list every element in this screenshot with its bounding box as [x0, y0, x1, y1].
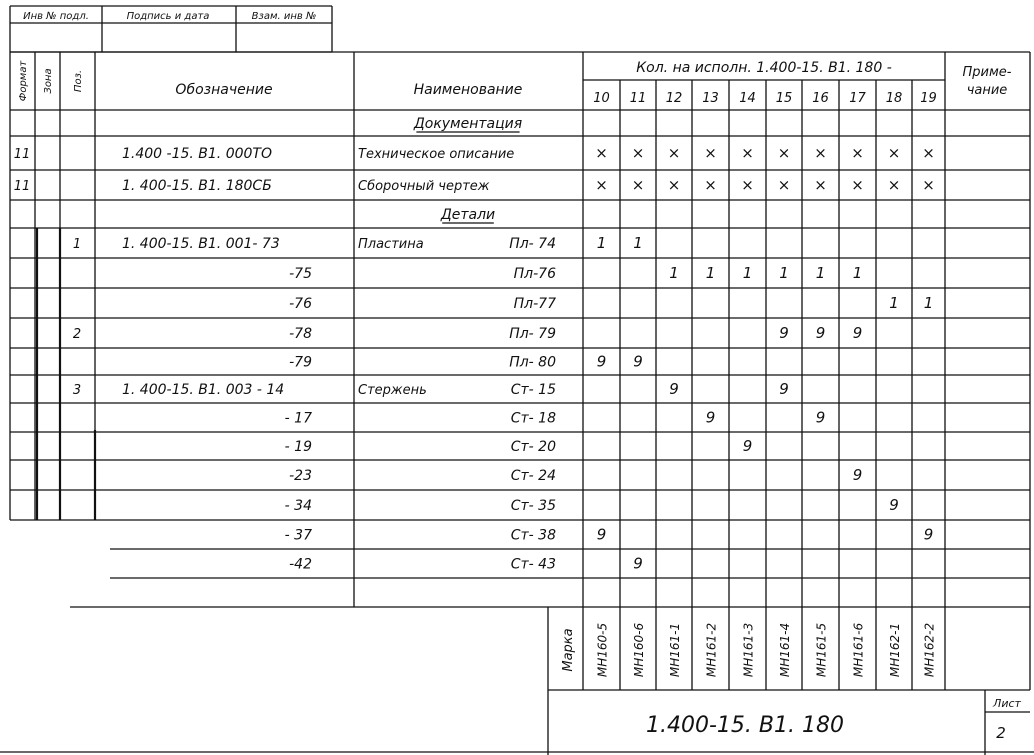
header-oboznachenie: Обозначение [175, 82, 273, 98]
cell-quantity: 9 [852, 466, 863, 484]
cell-quantity: × [704, 176, 717, 194]
table-body [14, 116, 935, 573]
cell-quantity: 9 [923, 525, 934, 544]
table-row [289, 294, 933, 312]
table-row [440, 207, 495, 223]
header-primechanie-1: Приме- [962, 65, 1012, 80]
cell-quantity: 9 [889, 496, 899, 514]
table-row [285, 526, 934, 544]
cell-oboznachenie: -79 [289, 354, 312, 371]
cell-quantity: × [922, 144, 935, 162]
cell-quantity: 9 [633, 352, 643, 371]
header-kol-title: Кол. на исполн. 1.400-15. В1. 180 - [636, 60, 892, 76]
cell-part-code: Ст- 38 [510, 527, 556, 544]
cell-oboznachenie: - 19 [284, 439, 312, 455]
table-row [289, 264, 862, 282]
cell-oboznachenie: - 34 [284, 498, 312, 514]
cell-quantity: 1 [633, 234, 643, 252]
marka-label: Марка [561, 628, 576, 672]
cell-part-code: Ст- 43 [510, 556, 556, 573]
title-block [646, 697, 1022, 742]
cell-part-code: Ст- 18 [510, 410, 556, 427]
marka-value: МН161-1 [668, 622, 682, 678]
cell-quantity: 9 [852, 324, 863, 342]
marka-value: МН161-6 [851, 622, 866, 678]
cell-part-code: Ст- 24 [510, 468, 556, 484]
cell-quantity: × [631, 144, 645, 162]
marka-value: МН162-1 [888, 622, 902, 678]
execution-header: 19 [920, 91, 937, 106]
cell-quantity: 9 [633, 554, 643, 573]
cell-oboznachenie: -23 [289, 468, 312, 484]
cell-part-code: Пл- 80 [509, 354, 556, 371]
execution-header: 12 [665, 91, 683, 106]
cell-quantity: × [922, 176, 935, 194]
cell-format: 11 [13, 179, 31, 194]
cell-poz: 3 [72, 383, 82, 398]
table-row [285, 437, 753, 455]
cell-part-code: Пл-77 [513, 296, 556, 312]
marka-value: МН160-5 [595, 622, 610, 678]
marka-value: МН161-4 [778, 622, 792, 678]
cell-naimenovanie: Стержень [358, 383, 427, 398]
marka-value: МН161-2 [704, 622, 719, 678]
cell-quantity: × [777, 144, 791, 162]
cell-part-code: Ст- 15 [510, 382, 556, 398]
stamp-vzam-inv: Взам. инв № [251, 11, 317, 22]
cell-quantity: × [851, 144, 864, 162]
document-designation: 1.400-15. В1. 180 [646, 713, 844, 738]
section-heading: Документация [413, 116, 523, 132]
cell-oboznachenie: -76 [289, 296, 312, 312]
cell-quantity: × [777, 176, 791, 194]
header-primechanie-2: чание [966, 83, 1008, 98]
cell-part-code: Ст- 35 [510, 498, 556, 514]
header-naimenovanie: Наименование [413, 82, 523, 98]
marka-value: МН161-5 [814, 622, 829, 678]
cell-format: 11 [13, 147, 31, 162]
cell-naimenovanie: Техническое описание [358, 147, 515, 162]
cell-quantity: 9 [742, 437, 753, 455]
cell-quantity: 9 [669, 380, 679, 398]
table-row [73, 324, 862, 342]
header-format: Формат [18, 60, 29, 102]
cell-quantity: × [631, 176, 645, 194]
cell-quantity: 1 [742, 264, 753, 282]
cell-quantity: 1 [852, 264, 863, 282]
cell-quantity: 9 [815, 408, 826, 427]
table-row [413, 116, 522, 132]
table-row [289, 555, 643, 573]
header-poz: Поз. [73, 69, 84, 93]
execution-header: 14 [739, 91, 756, 106]
cell-part-code: Пл- 79 [509, 326, 556, 342]
table-row [285, 496, 899, 514]
stamp-block [10, 6, 332, 52]
marka-value: МН162-2 [922, 622, 937, 678]
cell-quantity: 1 [779, 264, 789, 282]
cell-quantity: 1 [669, 264, 679, 282]
cell-quantity: 9 [815, 324, 826, 342]
cell-poz: 2 [72, 327, 82, 342]
cell-part-code: Пл- 74 [509, 236, 556, 252]
cell-quantity: 1 [889, 294, 899, 312]
cell-quantity: 9 [779, 324, 789, 342]
cell-quantity: × [667, 176, 681, 194]
table-row [73, 380, 789, 398]
cell-quantity: × [595, 176, 608, 194]
cell-quantity: 1 [705, 264, 716, 282]
marka-block [561, 623, 937, 678]
cell-quantity: × [741, 176, 754, 194]
cell-oboznachenie: -78 [289, 326, 312, 342]
cell-oboznachenie: 1. 400-15. В1. 001- 73 [122, 236, 280, 252]
cell-oboznachenie: - 17 [284, 410, 312, 427]
cell-naimenovanie: Сборочный чертеж [358, 179, 490, 194]
cell-quantity: 1 [596, 234, 607, 252]
list-label: Лист [993, 697, 1021, 710]
cell-oboznachenie: -75 [289, 266, 312, 282]
table-row [73, 234, 643, 252]
cell-quantity: 9 [596, 525, 607, 544]
table-row [285, 409, 826, 427]
cell-quantity: × [887, 176, 901, 194]
marka-value: МН160-6 [632, 622, 646, 678]
list-number: 2 [996, 724, 1006, 742]
table-row [14, 176, 935, 194]
header-zona: Зона [43, 68, 54, 94]
execution-header: 11 [629, 91, 647, 106]
cell-quantity: × [887, 144, 901, 162]
cell-oboznachenie: - 37 [284, 527, 312, 544]
table-row [289, 353, 643, 371]
execution-header: 18 [885, 91, 903, 106]
cell-poz: 1 [72, 237, 82, 252]
execution-header: 17 [849, 91, 866, 106]
marka-value: МН161-3 [741, 622, 756, 678]
table-header [18, 60, 1012, 106]
execution-header: 10 [593, 91, 610, 106]
cell-part-code: Пл-76 [513, 266, 556, 282]
cell-quantity: × [814, 144, 827, 162]
cell-oboznachenie: -42 [289, 556, 312, 573]
cell-quantity: 9 [779, 380, 789, 398]
stamp-podpis-data: Подпись и дата [126, 11, 210, 22]
execution-header: 16 [812, 91, 829, 106]
cell-oboznachenie: 1. 400-15. В1. 180СБ [122, 178, 272, 194]
cell-quantity: 1 [923, 294, 934, 312]
cell-quantity: × [595, 144, 608, 162]
stamp-inv-podl: Инв № подл. [23, 11, 89, 22]
cell-quantity: × [814, 176, 827, 194]
cell-quantity: × [704, 144, 717, 162]
cell-quantity: 1 [815, 264, 826, 282]
execution-header: 15 [775, 91, 793, 106]
table-row [289, 466, 862, 484]
cell-quantity: × [667, 144, 681, 162]
table-row [14, 144, 935, 162]
cell-quantity: 9 [705, 408, 716, 427]
execution-header: 13 [702, 91, 719, 106]
execution-headers [593, 91, 937, 106]
cell-naimenovanie: Пластина [358, 237, 424, 252]
cell-part-code: Ст- 20 [510, 439, 556, 455]
section-heading: Детали [440, 207, 496, 223]
cell-quantity: × [741, 144, 754, 162]
cell-oboznachenie: 1.400 -15. В1. 000ТО [122, 146, 273, 162]
cell-quantity: × [851, 176, 864, 194]
cell-quantity: 9 [596, 352, 607, 371]
cell-oboznachenie: 1. 400-15. В1. 003 - 14 [122, 382, 285, 398]
